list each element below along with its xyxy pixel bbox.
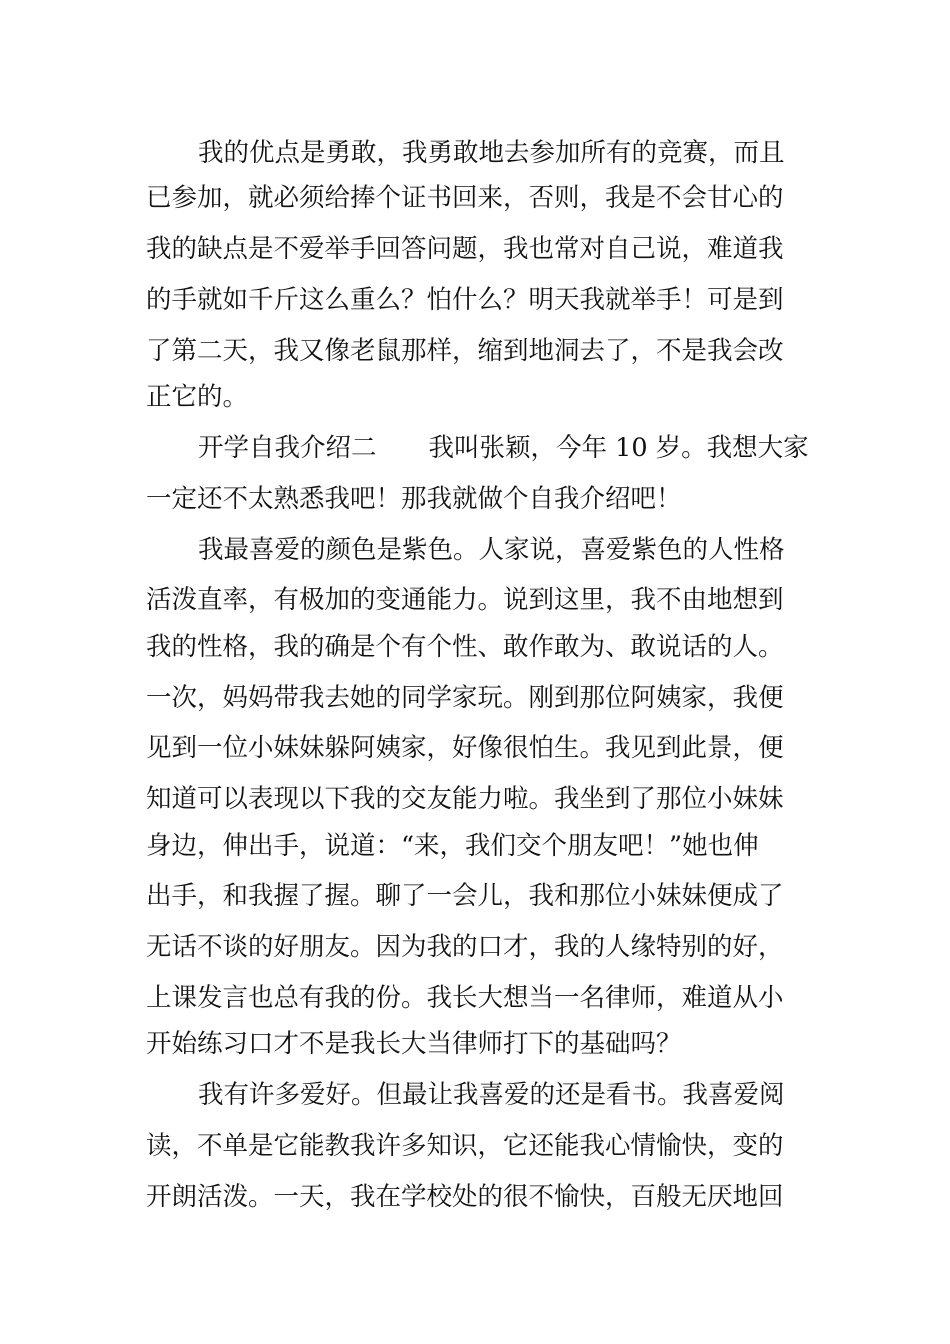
paragraph-line: 知道可以表现以下我的交友能力啦。我坐到了那位小妹妹 xyxy=(146,784,784,814)
paragraph-line: 一定还不太熟悉我吧！那我就做个自我介绍吧！ xyxy=(146,484,682,514)
paragraph-line: 正它的。 xyxy=(146,382,249,412)
paragraph-line: 我最喜爱的颜色是紫色。人家说，喜爱紫色的人性格 xyxy=(198,535,785,565)
paragraph-text: 我叫张颖，今年 10 岁。我想大家 xyxy=(428,433,809,463)
section-heading: 开学自我介绍二 xyxy=(198,433,377,463)
paragraph-line: 活泼直率，有极加的变通能力。说到这里，我不由地想到 xyxy=(146,585,784,615)
section-heading-line xyxy=(198,428,878,468)
paragraph-line: 已参加，就必须给捧个证书回来，否则，我是不会甘心的 xyxy=(146,183,784,213)
paragraph-line: 一次，妈妈带我去她的同学家玩。刚到那位阿姨家，我便 xyxy=(146,683,784,713)
paragraph-line: 身边，伸出手，说道：“来，我们交个朋友吧！”她也伸 xyxy=(146,831,759,861)
paragraph-line: 出手，和我握了握。聊了一会儿，我和那位小妹妹便成了 xyxy=(146,881,784,911)
paragraph-line: 的手就如千斤这么重么？怕什么？明天我就举手！可是到 xyxy=(146,285,784,315)
paragraph-line: 开始练习口才不是我长大当律师打下的基础吗？ xyxy=(146,1029,682,1059)
paragraph-line: 我有许多爱好。但最让我喜爱的还是看书。我喜爱阅 xyxy=(198,1080,785,1110)
paragraph-line: 见到一位小妹妹躲阿姨家，好像很怕生。我见到此景，便 xyxy=(146,733,784,763)
paragraph-line: 读，不单是它能教我许多知识，它还能我心情愉快，变的 xyxy=(146,1131,784,1161)
paragraph-line: 开朗活泼。一天，我在学校处的很不愉快，百般无厌地回 xyxy=(146,1182,784,1212)
paragraph-line: 上课发言也总有我的份。我长大想当一名律师，难道从小 xyxy=(146,983,784,1013)
paragraph-line: 我的缺点是不爱举手回答问题，我也常对自己说，难道我 xyxy=(146,234,784,264)
paragraph-line: 我的性格，我的确是个有个性、敢作敢为、敢说话的人。 xyxy=(146,632,784,662)
paragraph-line: 无话不谈的好朋友。因为我的口才，我的人缘特别的好， xyxy=(146,932,784,962)
paragraph-line: 了第二天，我又像老鼠那样，缩到地洞去了，不是我会改 xyxy=(146,336,784,366)
paragraph-line: 我的优点是勇敢，我勇敢地去参加所有的竞赛，而且 xyxy=(198,138,785,168)
